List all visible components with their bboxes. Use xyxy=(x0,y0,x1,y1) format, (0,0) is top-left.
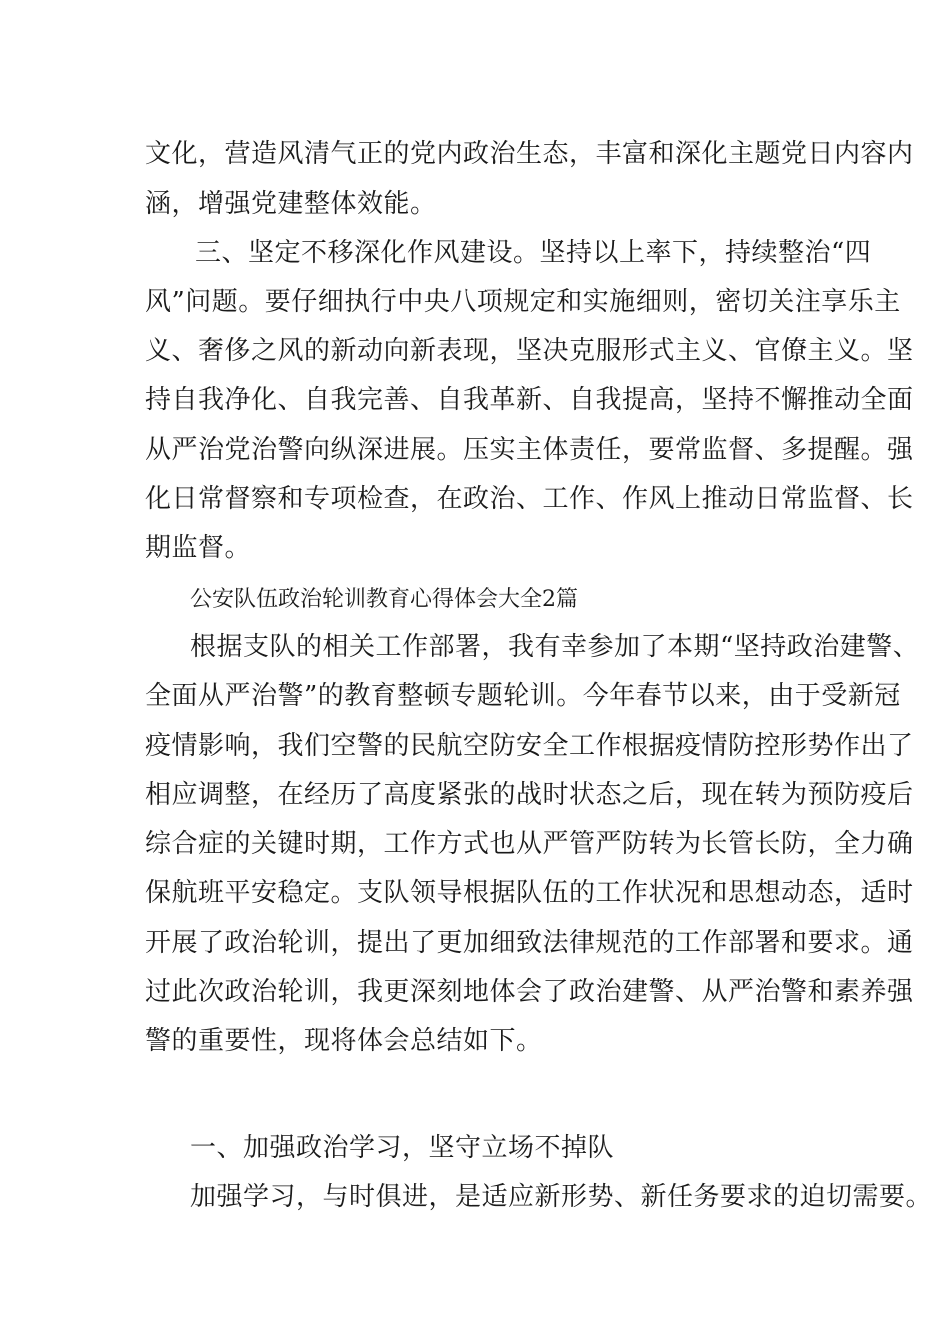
text-line: 疫情影响，我们空警的民航空防安全工作根据疫情防控形势作出了 xyxy=(145,731,914,761)
text-line: 根据支队的相关工作部署，我有幸参加了本期“坚持政治建警、 xyxy=(190,632,920,662)
text-line: 持自我净化、自我完善、自我革新、自我提高，坚持不懈推动全面 xyxy=(145,385,914,415)
text-line: 过此次政治轮训，我更深刻地体会了政治建警、从严治警和素养强 xyxy=(145,977,914,1007)
text-line: 开展了政治轮训，提出了更加细致法律规范的工作部署和要求。通 xyxy=(145,928,914,958)
text-line: 加强学习，与时俱进，是适应新形势、新任务要求的迫切需要。 xyxy=(190,1182,933,1212)
text-line: 义、奢侈之风的新动向新表现，坚决克服形式主义、官僚主义。坚 xyxy=(145,336,914,366)
text-line: 文化，营造风清气正的党内政治生态，丰富和深化主题党日内容内 xyxy=(145,139,914,169)
text-line: 保航班平安稳定。支队领导根据队伍的工作状况和思想动态，适时 xyxy=(145,878,914,908)
text-line: 涵，增强党建整体效能。 xyxy=(145,189,437,219)
text-line: 综合症的关键时期，工作方式也从严管严防转为长管长防，全力确 xyxy=(145,829,914,859)
text-line: 相应调整，在经历了高度紧张的战时状态之后，现在转为预防疫后 xyxy=(145,780,914,810)
section-heading: 一、加强政治学习，坚守立场不掉队 xyxy=(190,1133,615,1163)
text-line: 期监督。 xyxy=(145,533,252,563)
text-line: 警的重要性，现将体会总结如下。 xyxy=(145,1026,543,1056)
text-line: 风”问题。要仔细执行中央八项规定和实施细则，密切关注享乐主 xyxy=(145,287,901,317)
text-line: 从严治党治警向纵深进展。压实主体责任，要常监督、多提醒。强 xyxy=(145,435,914,465)
text-line: 化日常督察和专项检查，在政治、工作、作风上推动日常监督、长 xyxy=(145,484,914,514)
article-title: 公安队伍政治轮训教育心得体会大全2篇 xyxy=(190,587,578,612)
section-heading: 三、坚定不移深化作风建设。坚持以上率下，持续整治“四 xyxy=(195,238,872,268)
text-line: 全面从严治警”的教育整顿专题轮训。今年春节以来，由于受新冠 xyxy=(145,681,901,711)
